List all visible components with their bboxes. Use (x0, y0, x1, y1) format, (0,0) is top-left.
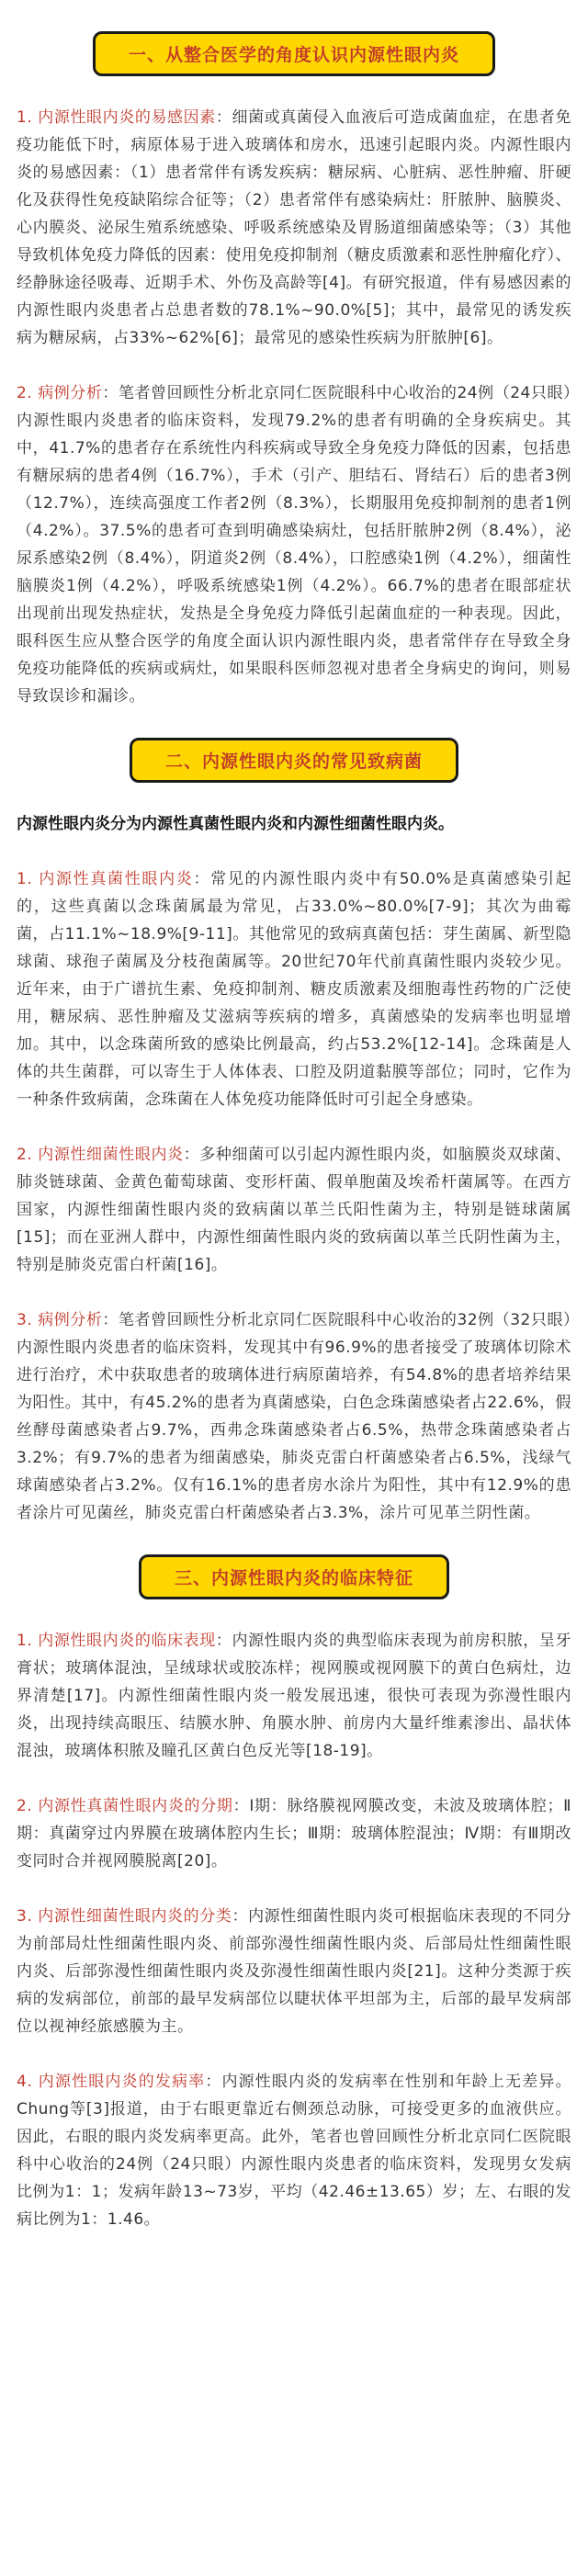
section-heading: 一、从整合医学的角度认识内源性眼内炎 (93, 31, 495, 76)
paragraph-number: 1. (17, 870, 40, 888)
paragraph (17, 379, 571, 710)
paragraph (17, 1141, 571, 1279)
paragraph-lead: 内源性眼内炎的发病率 (38, 2073, 206, 2091)
paragraph-text: ：内源性眼内炎的发病率在性别和年龄上无差异。Chung等[3]报道，由于右眼更靠近右侧颈总动脉，可接受更多的血液供应。因此，右眼的眼内炎发病率更高。此外，笔者也曾回顾性分析北京同仁医院眼科中心收治的24例（24只眼）内源性眼内炎患者的临床资料，发现男女发病比例为1：1；发病年龄13~73岁，平均（42.46±13.65）岁；左、右眼的发病比例为1：1.46。 (17, 2073, 572, 2229)
paragraph-lead: 内源性真菌性眼内炎 (39, 870, 194, 888)
paragraph-text: ：多种细菌可以引起内源性眼内炎，如脑膜炎双球菌、肺炎链球菌、金黄色葡萄球菌、变形杆菌、假单胞菌及埃希杆菌属等。在西方国家，内源性细菌性眼内炎的致病菌以革兰氏阳性菌为主，特别是链球菌属[15]；而在亚洲人群中，内源性细菌性眼内炎的致病菌以革兰氏阴性菌为主，特别是肺炎克雷白杆菌[16]。 (17, 1146, 572, 1274)
paragraph-number: 2. (17, 1797, 39, 1815)
section-heading-wrap (0, 31, 588, 76)
paragraph-lead: 内源性细菌性眼内炎 (38, 1146, 184, 1164)
paragraph-number: 1. (17, 108, 39, 127)
section-intro: 内源性眼内炎分为内源性真菌性眼内炎和内源性细菌性眼内炎。 (17, 815, 454, 833)
paragraph-text: ：内源性细菌性眼内炎可根据临床表现的不同分为前部局灶性细菌性眼内炎、前部弥漫性细菌性眼内炎、后部局灶性细菌性眼内炎、后部弥漫性细菌性眼内炎及弥漫性细菌性眼内炎[21]。这种分类源于疾病的发病部位，前部的最早发病部位以睫状体平坦部为主，后部的最早发病部位以视神经旅感膜为主。 (17, 1907, 572, 2036)
paragraph-number: 1. (17, 1632, 39, 1650)
paragraph (17, 104, 571, 352)
section-3 (0, 1554, 588, 2233)
section-1 (0, 31, 588, 710)
paragraph-text: ：Ⅰ期：脉络膜视网膜改变，未波及玻璃体腔；Ⅱ期：真菌穿过内界膜在玻璃体腔内生长；Ⅲ期：玻璃体腔混浊；Ⅳ期：有Ⅲ期改变同时合并视网膜脱离[20]。 (17, 1797, 572, 1870)
paragraph-lead: 内源性眼内炎的易感因素 (38, 108, 216, 127)
paragraph-number: 3. (17, 1907, 39, 1926)
paragraph-lead: 病例分析 (38, 1311, 103, 1329)
paragraph (17, 1903, 571, 2040)
paragraph (17, 1306, 571, 1527)
paragraph-number: 3. (17, 1311, 39, 1329)
section-heading: 三、内源性眼内炎的临床特征 (139, 1554, 449, 1599)
paragraph-number: 4. (17, 2073, 39, 2091)
section-2 (0, 738, 588, 1527)
paragraph (17, 1627, 571, 1765)
paragraph-number: 2. (17, 1146, 39, 1164)
paragraph-lead: 内源性眼内炎的临床表现 (38, 1632, 216, 1650)
paragraph-lead: 内源性细菌性眼内炎的分类 (38, 1907, 232, 1926)
section-heading-wrap (0, 1554, 588, 1599)
paragraph-text: ：笔者曾回顾性分析北京同仁医院眼科中心收治的32例（32只眼）内源性眼内炎患者的临床资料，发现其中有96.9%的患者接受了玻璃体切除术进行治疗，术中获取患者的玻璃体进行病原菌培养，有54.8%的患者培养结果为阳性。其中，有45.2%的患者为真菌感染，白色念珠菌感染者占22.6%，假丝酵母菌感染者占9.7%，西弗念珠菌感染者占6.5%，热带念珠菌感染者占3.2%；有9.7%的患者为细菌感染，肺炎克雷白杆菌感染者占6.5%，浅绿气球菌感染者占3.2%。仅有16.1%的患者房水涂片为阳性，其中有12.9%的患者涂片可见菌丝，肺炎克雷白杆菌感染者占3.3%，涂片可见革兰阴性菌。 (17, 1311, 572, 1522)
paragraph-text: ：常见的内源性眼内炎中有50.0%是真菌感染引起的，这些真菌以念珠菌属最为常见，占33.0%~80.0%[7-9]；其次为曲霉菌，占11.1%~18.9%[9-11]。其他常见的致病真菌包括：芽生菌属、新型隐球菌、球孢子菌属及分枝孢菌属等。20世纪70年代前真菌性眼内炎较少见。近年来，由于广谱抗生素、免疫抑制剂、糖皮质激素及细胞毒性药物的广泛使用，糖尿病、恶性肿瘤及艾滋病等疾病的增多，真菌感染的发病率也明显增加。其中，以念珠菌所致的感染比例最高，约占53.2%[12-14]。念珠菌是人体的共生菌群，可以寄生于人体体表、口腔及阴道黏膜等部位；同时，它作为一种条件致病菌，念珠菌在人体免疫功能降低时可引起全身感染。 (17, 870, 571, 1109)
section-heading-wrap (0, 738, 588, 783)
section-heading: 二、内源性眼内炎的常见致病菌 (130, 738, 458, 783)
paragraph-text: ：内源性眼内炎的典型临床表现为前房积脓，呈牙膏状；玻璃体混浊，呈绒球状或胶冻样；视网膜或视网膜下的黄白色病灶，边界清楚[17]。内源性细菌性眼内炎一般发展迅速，很快可表现为弥漫性眼内炎，出现持续高眼压、结膜水肿、角膜水肿、前房内大量纤维素渗出、晶状体混浊，玻璃体积脓及瞳孔区黄白色反光等[18-19]。 (17, 1632, 572, 1760)
paragraph-lead: 病例分析 (38, 384, 103, 402)
paragraph (17, 2068, 571, 2233)
paragraph-lead: 内源性真菌性眼内炎的分期 (38, 1797, 233, 1815)
paragraph (17, 1792, 571, 1875)
paragraph (17, 865, 571, 1113)
paragraph-text: ：笔者曾回顾性分析北京同仁医院眼科中心收治的24例（24只眼）内源性眼内炎患者的临床资料，发现79.2%的患者有明确的全身疾病史。其中，41.7%的患者存在系统性内科疾病或导致全身免疫力降低的因素，包括患有糖尿病的患者4例（16.7%），手术（引产、胆结石、肾结石）后的患者3例（12.7%），连续高强度工作者2例（8.3%），长期服用免疫抑制剂的患者1例（4.2%）。37.5%的患者可查到明确感染病灶，包括肝脓肿2例（8.4%），泌尿系感染2例（8.4%），阴道炎2例（8.4%），口腔感染1例（4.2%），细菌性脑膜炎1例（4.2%），呼吸系统感染1例（4.2%）。66.7%的患者在眼部症状出现前出现发热症状，发热是全身免疫力降低引起菌血症的一种表现。因此，眼科医生应从整合医学的角度全面认识内源性眼内炎，患者常伴存在导致全身免疫功能降低的疾病或病灶，如果眼科医师忽视对患者全身病史的询问，则易导致误诊和漏诊。 (17, 384, 572, 706)
paragraph-text: ：细菌或真菌侵入血液后可造成菌血症，在患者免疫功能低下时，病原体易于进入玻璃体和房水，迅速引起眼内炎。内源性眼内炎的易感因素：（1）患者常伴有诱发疾病：糖尿病、心脏病、恶性肿瘤、肝硬化及获得性免疫缺陷综合征等；（2）患者常伴有感染病灶：肝脓肿、脑膜炎、心内膜炎、泌尿生殖系统感染、呼吸系统感染及胃肠道细菌感染等；（3）其他导致机体免疫力降低的因素：使用免疫抑制剂（糖皮质激素和恶性肿瘤化疗）、经静脉途径吸毒、近期手术、外伤及高龄等[4]。有研究报道，伴有易感因素的内源性眼内炎患者占总患者数的78.1%~90.0%[5]；其中，最常见的诱发疾病为糖尿病，占33%~62%[6]；最常见的感染性疾病为肝脓肿[6]。 (17, 108, 572, 347)
paragraph-number: 2. (17, 384, 39, 402)
